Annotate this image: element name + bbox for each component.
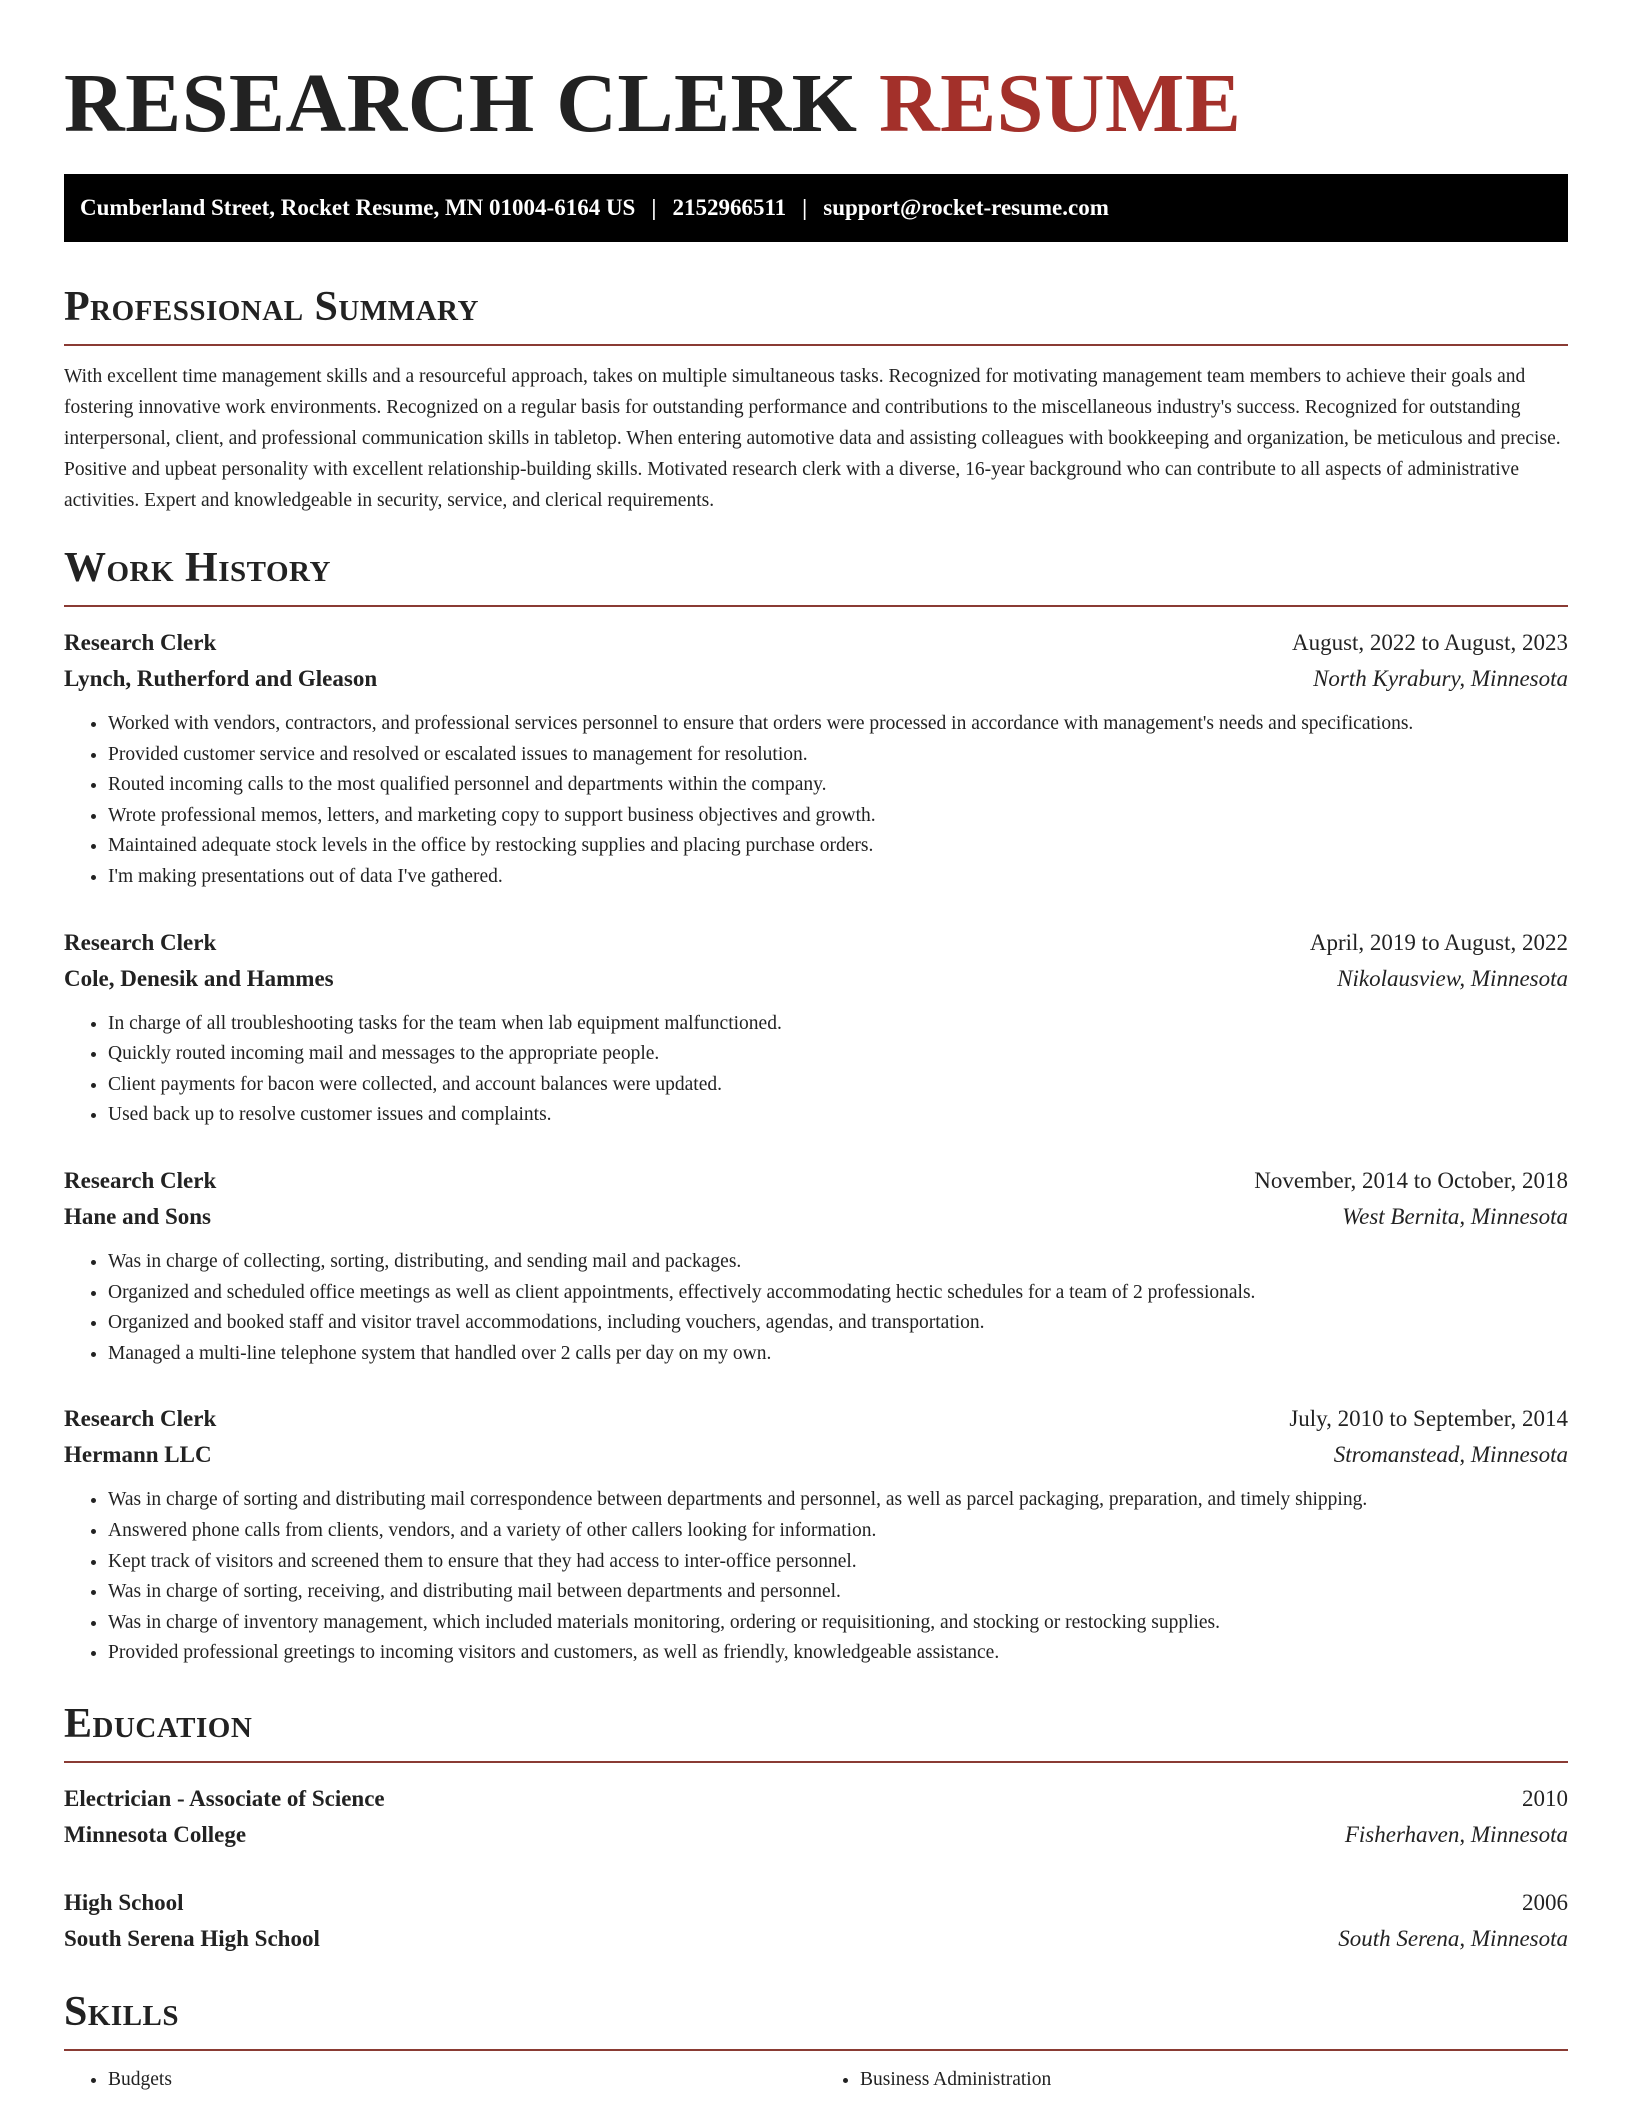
job-bullet: • Was in charge of inventory management, which included materials monitoring, ordering or requisitioning, and stocking or restocking supplies. — [108, 1608, 1568, 1639]
job-bullet: • Organized and scheduled office meetings as well as client appointments, effectively accommodating hectic schedules for a team of 2 professionals. — [108, 1278, 1568, 1309]
job-bullet: • Routed incoming calls to the most qualified personnel and departments within the company. — [108, 770, 1568, 801]
job-bullet: • Was in charge of sorting and distributing mail correspondence between departments and personnel, as well as parcel packaging, preparation, and timely shipping. — [108, 1485, 1568, 1516]
skills-list — [64, 2065, 1568, 2095]
job-location: Stromanstead, Minnesota — [1333, 1442, 1568, 1468]
job-location: North Kyrabury, Minnesota — [1313, 666, 1568, 691]
education-year: 2010 — [1522, 1785, 1568, 1811]
contact-email[interactable]: support@rocket-resume.com — [823, 195, 1109, 220]
education-section — [64, 1699, 1568, 1957]
education-entry — [64, 1781, 1568, 1853]
job-company: Hermann LLC — [64, 1442, 212, 1468]
skills-column — [64, 2065, 816, 2095]
job-bullet: • Maintained adequate stock levels in the office by restocking supplies and placing purchase orders. — [108, 831, 1568, 862]
job-title: Research Clerk — [64, 1406, 217, 1432]
job-bullet: • Provided customer service and resolved or escalated issues to management for resolution. — [108, 740, 1568, 771]
job-location: West Bernita, Minnesota — [1342, 1203, 1568, 1229]
resume-page — [64, 0, 1568, 2095]
section-heading-summary: Professional Summary — [64, 282, 1568, 346]
job-entry — [64, 925, 1568, 1131]
job-bullet: • Used back up to resolve customer issues and complaints. — [108, 1100, 1568, 1131]
contact-separator: | — [651, 195, 657, 220]
contact-separator: | — [802, 195, 808, 220]
education-entry — [64, 1885, 1568, 1957]
education-location: South Serena, Minnesota — [1338, 1925, 1568, 1951]
job-bullets — [64, 1485, 1568, 1669]
job-bullet: • Worked with vendors, contractors, and professional services personnel to ensure that orders were processed in accordance with management's needs and specifications. — [108, 709, 1568, 740]
education-location: Fisherhaven, Minnesota — [1344, 1821, 1568, 1847]
work-history-section — [64, 543, 1568, 1669]
education-school: South Serena High School — [64, 1925, 320, 1951]
education-year: 2006 — [1522, 1889, 1568, 1915]
job-dates: July, 2010 to September, 2014 — [1289, 1406, 1568, 1432]
job-entry — [64, 625, 1568, 893]
job-bullet: • Client payments for bacon were collected, and account balances were updated. — [108, 1070, 1568, 1101]
section-heading-work-history: Work History — [64, 543, 1568, 607]
summary-text: With excellent time management skills and a resourceful approach, takes on multiple simultaneous tasks. Recognized for motivating management team members to achieve their goals and fostering innovative work environments. Recognized on a regular basis for outstanding performance and contributions to the miscellaneous industry's success. Recognized for outstanding interpersonal, client, and professional communication skills in tabletop. When entering automotive data and assisting colleagues with bookkeeping and organization, be meticulous and precise. Positive and upbeat personality with excellent relationship-building skills. Motivated research clerk with a diverse, 16-year background who can contribute to all aspects of administrative activities. Expert and knowledgeable in security, service, and clerical requirements. — [64, 366, 1561, 511]
job-entry — [64, 1163, 1568, 1369]
job-bullet: • I'm making presentations out of data I've gathered. — [108, 862, 1568, 893]
job-dates: November, 2014 to October, 2018 — [1254, 1167, 1568, 1193]
job-bullet: • Answered phone calls from clients, vendors, and a variety of other callers looking for information. — [108, 1516, 1568, 1547]
skill-item: • Business Administration — [860, 2065, 1568, 2095]
job-dates: April, 2019 to August, 2022 — [1309, 929, 1568, 955]
education-school: Minnesota College — [64, 1821, 247, 1847]
job-bullet: • Organized and booked staff and visitor travel accommodations, including vouchers, agendas, and transportation. — [108, 1308, 1568, 1339]
section-heading-skills: Skills — [64, 1987, 1568, 2051]
job-company: Hane and Sons — [64, 1203, 212, 1229]
job-bullet: • Wrote professional memos, letters, and marketing copy to support business objectives and growth. — [108, 801, 1568, 832]
job-title: Research Clerk — [64, 630, 217, 655]
contact-phone: 2152966511 — [672, 195, 787, 220]
job-bullet: • Kept track of visitors and screened them to ensure that they had access to inter-office personnel. — [108, 1547, 1568, 1578]
title-accent: RESUME — [878, 57, 1242, 150]
job-bullet: • Was in charge of collecting, sorting, distributing, and sending mail and packages. — [108, 1247, 1568, 1278]
contact-address: Cumberland Street, Rocket Resume, MN 01004-6164 US — [80, 195, 636, 220]
contact-bar — [64, 174, 1568, 242]
job-title: Research Clerk — [64, 929, 217, 955]
skills-column — [816, 2065, 1568, 2095]
job-location: Nikolausview, Minnesota — [1337, 965, 1568, 991]
resume-title — [64, 58, 1568, 150]
job-entry — [64, 1401, 1568, 1669]
section-heading-education: Education — [64, 1699, 1568, 1763]
job-bullet: • Was in charge of sorting, receiving, and distributing mail between departments and personnel. — [108, 1577, 1568, 1608]
job-bullet: • In charge of all troubleshooting tasks for the team when lab equipment malfunctioned. — [108, 1009, 1568, 1040]
education-degree: Electrician - Associate of Science — [64, 1785, 385, 1811]
job-title: Research Clerk — [64, 1167, 217, 1193]
job-company: Cole, Denesik and Hammes — [64, 965, 334, 991]
job-bullet: • Provided professional greetings to incoming visitors and customers, as well as friendly, knowledgeable assistance. — [108, 1638, 1568, 1669]
skills-section — [64, 1987, 1568, 2095]
summary-section — [64, 282, 1568, 516]
skill-item: • Budgets — [108, 2065, 816, 2095]
job-dates: August, 2022 to August, 2023 — [1291, 630, 1568, 655]
education-degree: High School — [64, 1889, 184, 1915]
title-main: RESEARCH CLERK — [64, 57, 858, 150]
job-bullets — [64, 1009, 1568, 1131]
job-company: Lynch, Rutherford and Gleason — [64, 666, 378, 691]
job-bullet: • Quickly routed incoming mail and messages to the appropriate people. — [108, 1039, 1568, 1070]
job-bullet: • Managed a multi-line telephone system that handled over 2 calls per day on my own. — [108, 1339, 1568, 1370]
job-bullets — [64, 1247, 1568, 1369]
job-bullets — [64, 709, 1568, 893]
